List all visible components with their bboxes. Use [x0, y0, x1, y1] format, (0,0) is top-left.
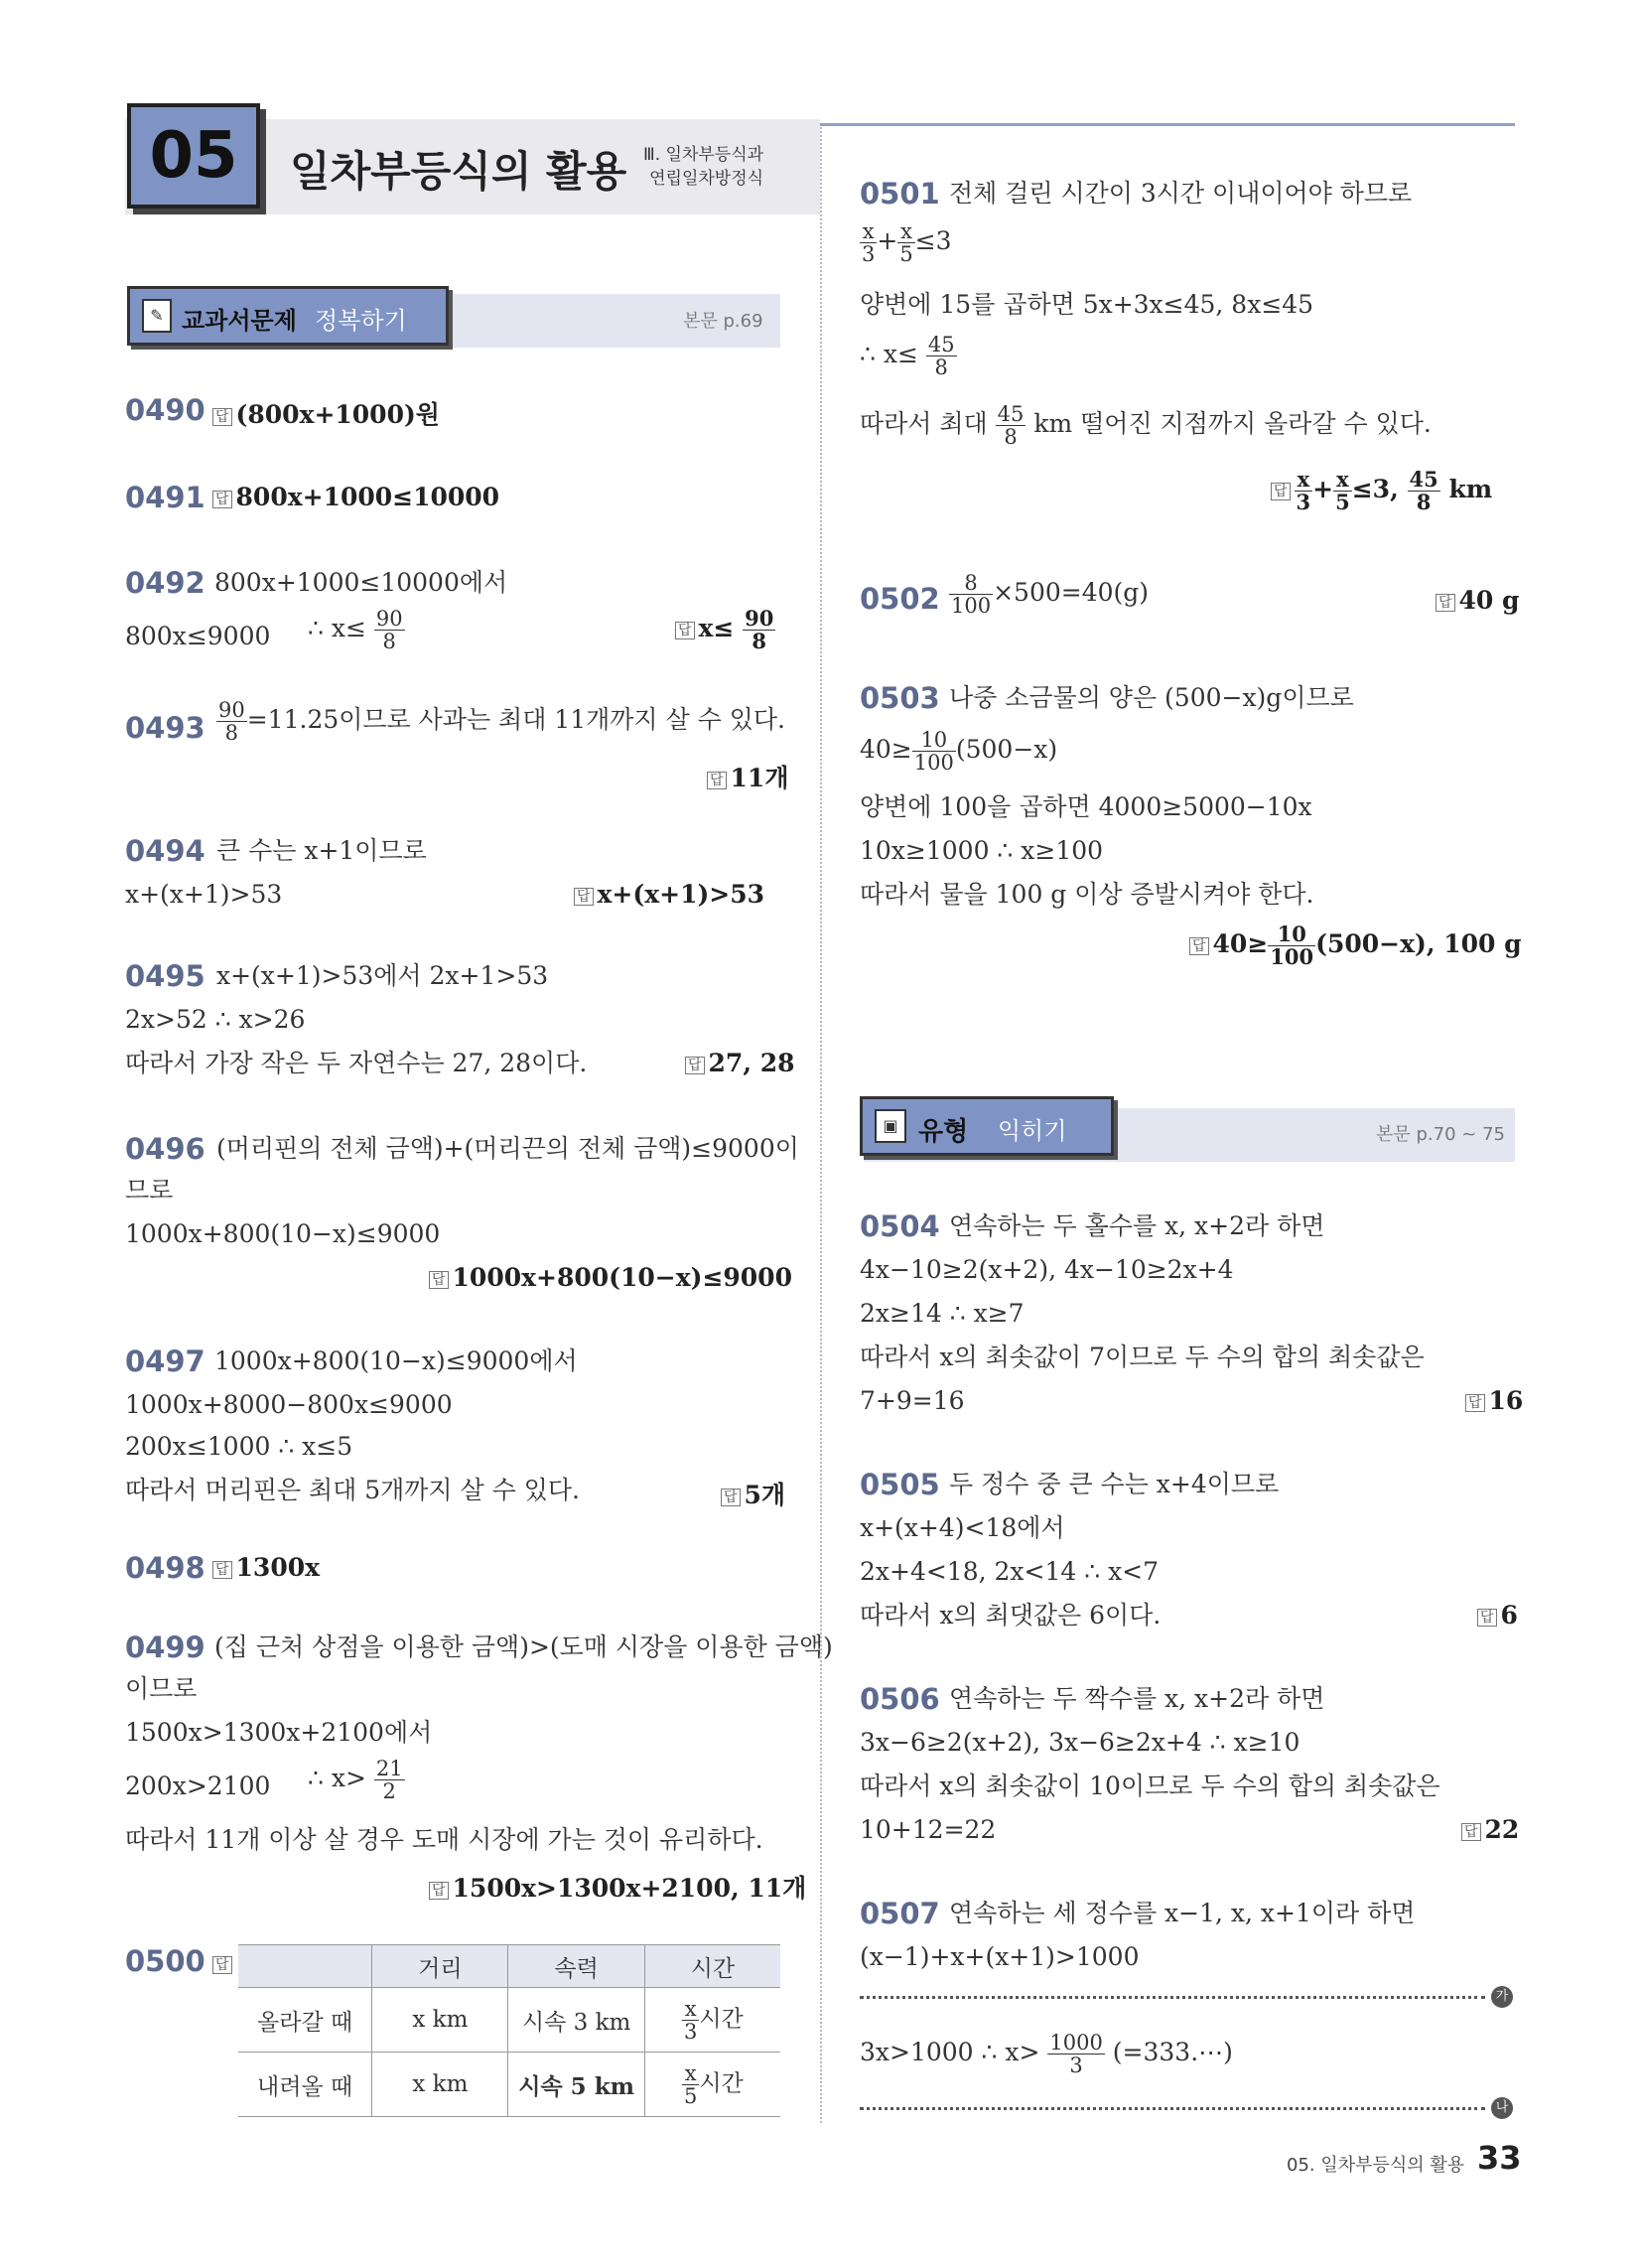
section-banner-tag: [860, 1096, 1114, 1156]
answer-mark: 답: [685, 1057, 705, 1074]
section-title-b: 정복하기: [315, 307, 407, 335]
answer: [1461, 1815, 1519, 1844]
answer-mark: 답: [574, 888, 594, 906]
denominator: 3: [1069, 2054, 1083, 2077]
problem-number: 0490: [125, 393, 205, 427]
answer-text: 1500x>1300x+2100, 11개: [452, 1874, 807, 1903]
solution-line: 따라서 x의 최솟값이 10이므로 두 수의 합의 최솟값은: [860, 1772, 1440, 1800]
chapter-title: 일차부등식의 활용: [290, 147, 627, 196]
answer-text: 16: [1488, 1386, 1524, 1415]
answer-mark: 답: [721, 1488, 741, 1506]
problem-number: 0496: [125, 1132, 205, 1166]
section-page-ref: 본문 p.69: [683, 311, 763, 332]
solution-text: 따라서 최대: [860, 409, 988, 438]
answer: [429, 1263, 792, 1292]
fraction: [743, 608, 775, 652]
answer: [429, 1869, 806, 1905]
chapter-number: 05: [149, 119, 238, 193]
solution-line: [860, 729, 1057, 774]
solution-line: 800x+1000≤10000에서: [214, 568, 508, 597]
fraction: [216, 699, 247, 744]
solution-line: 2x+4<18, 2x<14 ∴ x<7: [860, 1557, 1160, 1586]
denominator: 5: [1335, 490, 1350, 514]
problem-number: 0507: [860, 1897, 940, 1930]
denominator: 8: [224, 721, 239, 745]
answer-mark: 답: [212, 408, 232, 426]
solution-text: ∴ x>: [308, 1764, 366, 1792]
solution-line: (집 근처 상점을 이용한 금액)>(도매 시장을 이용한 금액): [214, 1632, 833, 1661]
time-unit: 시간: [699, 2006, 744, 2032]
answer-text: 27, 28: [708, 1049, 795, 1077]
solution-text: ∴ x≤: [308, 614, 366, 642]
answer-table: [238, 1944, 780, 2117]
pencil-note-icon: ✎: [142, 299, 172, 333]
operator: +: [1312, 475, 1334, 503]
problem-number: 0506: [860, 1682, 940, 1716]
table-row: [238, 2053, 780, 2117]
solution-line: 7+9=16: [860, 1386, 965, 1415]
answer: [675, 608, 775, 652]
solution-line: (머리핀의 전체 금액)+(머리끈의 전체 금액)≤9000이: [216, 1134, 799, 1163]
picture-icon: ▣: [875, 1109, 906, 1143]
denominator: 3: [1296, 490, 1311, 514]
numerator: 10: [912, 729, 956, 752]
solution-line: [860, 334, 957, 378]
table-header-cell: 시간: [644, 1945, 780, 1988]
solution-line: 따라서 11개 이상 살 경우 도매 시장에 가는 것이 유리하다.: [125, 1825, 763, 1854]
problem-number: 0493: [125, 711, 205, 745]
solution-line: 10+12=22: [860, 1815, 997, 1844]
answer-mark: 답: [1271, 483, 1291, 500]
fraction: [374, 608, 405, 652]
solution-line: x+(x+4)<18에서: [860, 1513, 1065, 1542]
answer: [212, 1948, 236, 1977]
section-title-a: 유형: [918, 1117, 969, 1147]
solution-line: [860, 403, 1432, 448]
answer-mark: 답: [1436, 594, 1455, 612]
answer-text: 40≥: [1212, 929, 1269, 958]
solution-line: 연속하는 두 홀수를 x, x+2라 하면: [949, 1211, 1325, 1240]
answer: [1477, 1601, 1518, 1630]
answer: [685, 1049, 795, 1077]
answer-mark: 답: [1461, 1823, 1481, 1841]
numerator: 1000: [1049, 2031, 1103, 2055]
solution-text: ∴ x≤: [860, 340, 918, 368]
solution-text: (500−x): [955, 735, 1058, 764]
numerator: x: [860, 220, 877, 243]
table-cell: [644, 2053, 780, 2117]
denominator: 8: [1004, 425, 1018, 449]
fraction: [912, 729, 956, 774]
answer-mark: 답: [675, 622, 695, 639]
table-cell: x km: [372, 1988, 508, 2053]
table-cell: 시속 5 km: [508, 2053, 644, 2117]
answer: [707, 759, 788, 794]
solution-line: [216, 699, 785, 744]
fraction: [374, 1758, 405, 1802]
header-rule: [820, 123, 1515, 126]
unit-label: [643, 143, 763, 191]
solution-line: 연속하는 두 짝수를 x, x+2라 하면: [949, 1684, 1325, 1713]
problem-number: 0492: [125, 566, 205, 600]
answer: [212, 395, 440, 431]
fraction: [682, 2062, 699, 2107]
chapter-number-box: [127, 103, 260, 209]
denominator: 8: [752, 629, 767, 653]
solution-line: [308, 1758, 405, 1802]
solution-text: (=333.⋯): [1112, 2038, 1233, 2066]
answer-text: km: [1448, 475, 1493, 503]
solution-line: 800x≤9000: [125, 622, 271, 650]
solution-line: 전체 걸린 시간이 3시간 이내이어야 하므로: [949, 179, 1413, 208]
numerator: x: [682, 2062, 699, 2085]
table-header-cell: 거리: [372, 1945, 508, 1988]
solution-text: km 떨어진 지점까지 올라갈 수 있다.: [1033, 409, 1432, 438]
section-title-b: 익히기: [998, 1117, 1067, 1145]
answer-text: 6: [1500, 1601, 1518, 1630]
denominator: 3: [683, 2019, 698, 2044]
numerator: 45: [1409, 467, 1438, 492]
solution-line: 양변에 15를 곱하면 5x+3x≤45, 8x≤45: [860, 290, 1314, 319]
answer-text: (800x+1000)원: [235, 400, 440, 429]
numerator: 8: [949, 572, 993, 595]
solution-line: x+(x+1)>53: [125, 880, 283, 909]
answer-mark: 답: [212, 491, 232, 508]
answer-text: 22: [1484, 1815, 1520, 1844]
answer-mark: 답: [707, 772, 727, 789]
fraction: [1333, 469, 1352, 513]
answer: [1271, 469, 1492, 513]
problem-number: 0499: [125, 1630, 205, 1664]
numerator: x: [1333, 469, 1352, 492]
marker-ga: 가: [1491, 1986, 1513, 2008]
solution-line: 200x>2100: [125, 1772, 271, 1800]
table-cell: 시속 3 km: [508, 1988, 644, 2053]
denominator: 3: [862, 242, 876, 266]
solution-text: ×500=40(g): [993, 578, 1150, 607]
table-cell: [644, 1988, 780, 2053]
denominator: 100: [951, 594, 992, 618]
denominator: 100: [913, 751, 954, 775]
solution-line: 10x≥1000 ∴ x≥100: [860, 836, 1104, 865]
table-header-row: [238, 1945, 780, 1988]
solution-line: 3x−6≥2(x+2), 3x−6≥2x+4 ∴ x≥10: [860, 1728, 1300, 1757]
table-header-cell: [238, 1945, 372, 1988]
answer: [1436, 586, 1520, 615]
table-cell: x km: [372, 2053, 508, 2117]
denominator: 5: [683, 2083, 698, 2108]
solution-line: 따라서 머리핀은 최대 5개까지 살 수 있다.: [125, 1476, 580, 1504]
fraction: [1408, 469, 1440, 513]
answer-mark: 답: [1465, 1394, 1485, 1412]
numerator: x: [897, 220, 914, 243]
answer-mark: 답: [1477, 1609, 1497, 1627]
solution-line: 2x>52 ∴ x>26: [125, 1005, 306, 1034]
table-header-cell: 속력: [508, 1945, 644, 1988]
answer: [721, 1476, 785, 1511]
answer-mark: 답: [1189, 937, 1209, 955]
answer-text: 800x+1000≤10000: [235, 483, 500, 511]
problem-number: 0505: [860, 1468, 940, 1501]
solution-line: 1000x+800(10−x)≤9000에서: [214, 1347, 578, 1375]
solution-line: 200x≤1000 ∴ x≤5: [125, 1432, 353, 1461]
solution-line: 나중 소금물의 양은 (500−x)g이므로: [949, 683, 1354, 712]
solution-text: 3x>1000 ∴ x>: [860, 2038, 1040, 2066]
solution-line: [308, 608, 405, 652]
numerator: 10: [1268, 923, 1315, 946]
solution-line: [860, 220, 952, 265]
answer: [212, 483, 499, 511]
problem-number: 0498: [125, 1551, 205, 1585]
column-divider: [820, 127, 822, 2123]
answer-text: (500−x), 100 g: [1315, 929, 1522, 958]
dotted-rule: [860, 1996, 1485, 1999]
fraction: [860, 220, 877, 265]
answer-mark: 답: [429, 1271, 449, 1289]
fraction: [996, 403, 1026, 448]
problem-number: 0494: [125, 834, 205, 868]
answer: [1465, 1386, 1523, 1415]
solution-line: 2x≥14 ∴ x≥7: [860, 1299, 1025, 1328]
problem-number: 0495: [125, 959, 205, 993]
dotted-rule: [860, 2107, 1485, 2110]
table-cell: 내려올 때: [238, 2053, 372, 2117]
operator: +: [877, 226, 898, 255]
solution-line: 큰 수는 x+1이므로: [216, 836, 427, 865]
table-row: [238, 1988, 780, 2053]
fraction: [1268, 923, 1315, 968]
answer-text: 40 g: [1458, 586, 1520, 615]
numerator: 45: [997, 402, 1025, 426]
solution-text: 40≥: [860, 735, 912, 764]
numerator: 90: [218, 698, 245, 722]
solution-line: 따라서 x의 최댓값은 6이다.: [860, 1601, 1162, 1630]
solution-line: 따라서 가장 작은 두 자연수는 27, 28이다.: [125, 1049, 588, 1077]
solution-line: [949, 572, 1149, 617]
denominator: 8: [934, 355, 948, 379]
marker-na: 나: [1491, 2097, 1513, 2119]
answer-text: 1300x: [235, 1553, 321, 1582]
answer: [574, 880, 764, 909]
fraction: [1295, 469, 1313, 513]
time-unit: 시간: [699, 2070, 744, 2096]
numerator: 90: [745, 606, 774, 631]
solution-line: 므로: [125, 1176, 174, 1205]
solution-line: 4x−10≥2(x+2), 4x−10≥2x+4: [860, 1255, 1234, 1284]
solution-line: x+(x+1)>53에서 2x+1>53: [216, 961, 549, 990]
solution-line: [860, 2032, 1233, 2076]
solution-line: 따라서 물을 100 g 이상 증발시켜야 한다.: [860, 880, 1314, 909]
answer: [1189, 923, 1522, 968]
solution-line: 따라서 x의 최솟값이 7이므로 두 수의 합의 최솟값은: [860, 1343, 1425, 1371]
fraction: [949, 572, 993, 617]
solution-line: (x−1)+x+(x+1)>1000: [860, 1942, 1140, 1971]
unit-label-line1: Ⅲ. 일차부등식과: [643, 145, 764, 165]
answer-mark: 답: [212, 1561, 232, 1579]
denominator: 8: [1416, 490, 1432, 514]
page-number: 33: [1477, 2139, 1522, 2177]
answer-mark: 답: [212, 1956, 232, 1974]
fraction: [926, 334, 957, 378]
numerator: x: [682, 1998, 699, 2021]
answer-text: 1000x+800(10−x)≤9000: [452, 1263, 792, 1292]
solution-line: 연속하는 세 정수를 x−1, x, x+1이라 하면: [949, 1899, 1416, 1927]
footer-label: 05. 일차부등식의 활용: [1287, 2155, 1465, 2176]
answer-text: 11개: [730, 764, 789, 792]
section-page-ref: 본문 p.70 ~ 75: [1376, 1124, 1505, 1145]
table-cell: 올라갈 때: [238, 1988, 372, 2053]
fraction: [1047, 2032, 1104, 2076]
problem-number: 0500: [125, 1944, 205, 1978]
numerator: 45: [927, 333, 955, 356]
denominator: 5: [899, 242, 913, 266]
answer-mark: 답: [429, 1882, 449, 1900]
solution-line: 이므로: [125, 1674, 198, 1703]
denominator: 2: [382, 1779, 396, 1803]
numerator: 21: [375, 1757, 403, 1780]
solution-line: 양변에 100을 곱하면 4000≥5000−10x: [860, 792, 1312, 821]
section-banner-tag: [127, 286, 449, 346]
fraction: [897, 220, 914, 265]
solution-line: 1000x+800(10−x)≤9000: [125, 1219, 441, 1248]
numerator: x: [1295, 469, 1313, 492]
solution-line: 두 정수 중 큰 수는 x+4이므로: [949, 1470, 1280, 1498]
denominator: 100: [1270, 944, 1314, 969]
section-title-a: 교과서문제: [182, 307, 297, 335]
answer-text: x+(x+1)>53: [597, 880, 765, 909]
answer-text: 5개: [744, 1481, 786, 1509]
numerator: 90: [375, 607, 403, 631]
problem-number: 0503: [860, 681, 940, 715]
problem-number: 0501: [860, 177, 940, 211]
denominator: 8: [382, 630, 396, 653]
solution-text: ≤3: [914, 226, 952, 255]
answer: [212, 1553, 320, 1582]
answer-text: x≤: [698, 614, 735, 642]
unit-label-line2: 연립일차방정식: [649, 169, 764, 189]
problem-number: 0491: [125, 481, 205, 514]
fraction: [682, 1998, 699, 2043]
answer-text: ≤3,: [1351, 475, 1399, 503]
problem-number: 0497: [125, 1345, 205, 1378]
problem-number: 0502: [860, 582, 940, 616]
solution-line: 1000x+8000−800x≤9000: [125, 1390, 453, 1419]
solution-text: =11.25이므로 사과는 최대 11개까지 살 수 있다.: [246, 705, 785, 734]
solution-line: 1500x>1300x+2100에서: [125, 1718, 433, 1747]
problem-number: 0504: [860, 1209, 940, 1243]
